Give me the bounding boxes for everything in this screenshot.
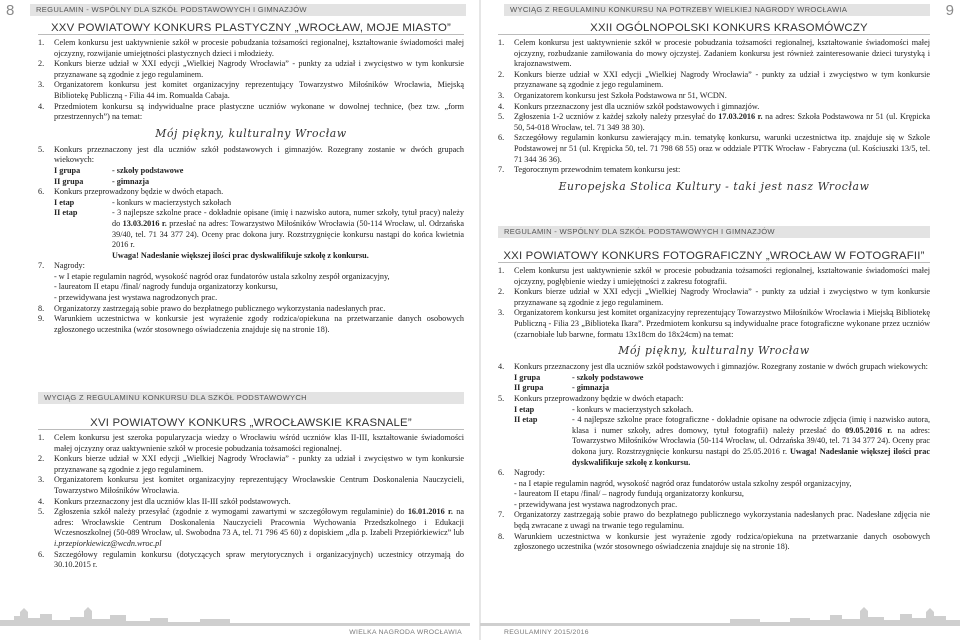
rule-item: 4. Konkurs przeznaczony jest dla uczniów szkół podstawowych i gimnazjów. [498, 101, 760, 111]
contest-motto: Mój piękny, kulturalny Wrocław [618, 344, 810, 358]
rules-list [498, 266, 930, 340]
rules-list-cont [38, 145, 464, 336]
title-rule [38, 429, 464, 430]
rule-item: 3. Organizatorem konkursu jest komitet organizacyjny reprezentujący Towarzystwo Miłośników Wrocławia i Miejską Bibliotekę Publiczną - Filia 23 „Biblioteka Ikara”. Przedmiotem konkursu są indywidualne prace fotograficzne wykonane przez uczniów (czarnobiałe lub barwne, formatu 13x18cm do 18x24cm) na temat: [498, 308, 930, 339]
page-number: 8 [6, 2, 15, 19]
rule-item: 4. Konkurs przeznaczony jest dla uczniów szkół podstawowych i gimnazjów. Rozegrany zostanie w dwóch grupach wiekowych: I grupa - szkoły podstawowe II grupa - gimnazja [498, 362, 930, 394]
title-rule [498, 34, 930, 35]
rule-item: 5. Konkurs przeznaczony jest dla uczniów szkół podstawowych i gimnazjów. Rozegrany zostanie w dwóch grupach wiekowych: I grupa - szkoły podstawowe II grupa - gimnazja [38, 144, 464, 186]
contest-title: XXI POWIATOWY KONKURS FOTOGRAFICZNY „WROCŁAW W FOTOGRAFII” [503, 250, 925, 262]
rule-item: 3. Organizatorem konkursu jest komitet organizacyjny reprezentujący Towarzystwo Miłośników Wrocławia, Miejską Bibliotekę Publiczną - Filia 44 im. Romualda Cabaja. [38, 80, 464, 100]
rule-item: 6. Szczegółowy regulamin konkursu zawierający m.in. tematykę konkursu, warunki uczestnictwa itp. znajduje się w Szkole Podstawowej nr 51 (ul. Krępicka 50, tel. 71 798 68 55) oraz w oddziale PTTK Wrocław - Fabryczna (ul. Kościuszki 13/5, tel. 71 344 36 36). [498, 133, 930, 164]
rule-item: 5. Zgłoszenia 1-2 uczniów z każdej szkoły należy przesyłać do 17.03.2016 r. na adres: Szkoła Podstawowa nr 51 (ul. Krępicka 50, 54-018 Wrocław, tel. 71 349 38 30). [498, 112, 930, 132]
email-link[interactable]: i.przepiorkiewicz@wcdn.wroc.pl [54, 538, 162, 548]
rule-item: 6. Szczegółowy regulamin konkursu (dotyczących spraw merytorycznych i organizacyjnych) uczestnicy otrzymają do 30.10.2015 r. [38, 549, 464, 570]
stages: I etap - konkurs w macierzystych szkołach II etap - 3 najlepsze szkolne prace - dokładnie opisane (imię i nazwisko autora, numer szkoły, tytuł pracy) należy do 13.03.2016 r. przesłać na adres: Towarzystwo Miłośników Wrocławia (50-114 Wrocław, ul. Odrzańska 39/40, tel. 71 34 377 24). Oceny prac dokona jury. Rozstrzygnięcie konkursu nastąpi do końca kwietnia 2016 r. Uwaga! Nadesłanie większej ilości prac dyskwalifikuje szkołę z konkursu. [54, 197, 464, 260]
rule-item: 7. Nagrody: - w I etapie regulamin nagród, wysokość nagród oraz fundatorów ustala szkolny zespół organizacyjny, - laureatom II etapu /final/ nagrody funduja organizatorzy konkursu, - przewidywana jest wystawa nagrodzonych prac. [38, 261, 390, 303]
section-header: WYCIĄG Z REGULAMINU KONKURSU NA POTRZEBY WIELKIEJ NAGRODY WROCŁAWIA [504, 4, 930, 16]
section-header: REGULAMIN - WSPÓLNY DLA SZKÓŁ PODSTAWOWYCH I GIMNAZJÓW [30, 4, 466, 16]
section-header: REGULAMIN - WSPÓLNY DLA SZKÓŁ PODSTAWOWYCH I GIMNAZJÓW [498, 226, 930, 238]
city-skyline-illustration [480, 606, 960, 626]
rule-item: 4. Konkurs przeznaczony jest dla uczniów klas II-III szkół podstawowych. [38, 496, 291, 506]
page-footer: REGULAMINY 2015/2016 [504, 629, 589, 636]
contest-title: XVI POWIATOWY KONKURS „WROCŁAWSKIE KRASNALE” [90, 417, 412, 429]
rules-list [498, 38, 930, 176]
rule-item: 2. Konkurs bierze udział w XXI edycji „Wielkiej Nagrody Wrocławia” - punkty za udział i zwycięstwo w tym konkursie przyznawane są zgodnie z jego regulaminem. [38, 454, 464, 474]
age-groups: I grupa - szkoły podstawowe II grupa - gimnazja [514, 372, 644, 393]
rule-item: 2. Konkurs bierze udział w XXI edycji „Wielkiej Nagrody Wrocławia” - punkty za udział i zwycięstwo w tym konkursie przyznawane są zgodnie z jego regulaminem. [38, 59, 464, 79]
contest-section [38, 22, 464, 335]
warning-note: Uwaga! Nadesłanie większej ilości prac dyskwalifikuje szkołę z konkursu. [112, 250, 369, 260]
page-number: 9 [945, 2, 954, 19]
contest-title: XXII OGÓLNOPOLSKI KONKURS KRASOMÓWCZY [590, 22, 868, 34]
age-groups: I grupa - szkoły podstawowe II grupa - gimnazja [54, 165, 184, 186]
rule-item: 7. Organizatorzy zastrzegają sobie prawo do bezpłatnego publicznego wykorzystania nadesłanych prac. Nadesłane zdjęcia nie będą zwracane z uwagi na trwanie tego regulaminu. [498, 510, 930, 531]
page-footer: WIELKA NAGRODA WROCŁAWIA [349, 629, 462, 636]
rule-item: 4. Przedmiotem konkursu są indywidualne prace plastyczne uczniów wykonane w dowolnej technice, (bez tzw. „form przestrzennych”) na temat: [38, 101, 464, 122]
contest-section-2 [498, 226, 930, 553]
stages: I etap - konkurs w macierzystych szkołach. II etap - 4 najlepsze szkolne prace fotograficzne - dokładnie opisane na odwrocie zdjęcia (imię i nazwisko autora, klasa i numer szkoły, adres domowy, tytuł fotografii) należy przesłać do 09.05.2016 r. na adres: Towarzystwo Miłośników Wrocławia (50-114 Wrocław, ul. Odrzańska 39/40, tel. 71 34 377 24). Oceny prac dokona jury. Rozstrzygnięcie konkursu nastąpi do 25.05.2016 r. Uwaga! Nadesłanie większej ilości prac dyskwalifikuje szkołę z konkursu. [514, 404, 930, 467]
rule-item: 5. Konkurs przeprowadzony będzie w dwóch etapach: I etap - konkurs w macierzystych szkołach. II etap - 4 najlepsze szkolne prace fotograficzne - dokładnie opisane na odwrocie zdjęcia (imię i nazwisko autora, klasa i numer szkoły, adres domowy, tytuł fotografii) należy przesłać do 09.05.2016 r. na adres: Towarzystwo Miłośników Wrocławia (50-114 Wrocław, ul. Odrzańska 39/40, tel. 71 34 377 24). Oceny prac dokona jury. Rozstrzygnięcie konkursu nastąpi do 25.05.2016 r. Uwaga! Nadesłanie większej ilości prac dyskwalifikuje szkołę z konkursu. [498, 393, 930, 467]
rules-list [38, 433, 464, 571]
city-skyline-illustration [0, 606, 470, 626]
contest-title: XXV POWIATOWY KONKURS PLASTYCZNY „WROCŁAW, MOJE MIASTO” [50, 22, 452, 34]
section-header: WYCIĄG Z REGULAMINU KONKURSU DLA SZKÓŁ PODSTAWOWYCH [38, 392, 464, 404]
rule-item: 2. Konkurs bierze udział w XXI edycji „Wielkiej Nagrody Wrocławia” - punkty za udział i zwycięstwo w tym konkursie przyznawane są zgodnie z jego regulaminem. [498, 69, 930, 90]
rule-item: 9. Warunkiem uczestnictwa w konkursie jest wyrażenie zgody rodzica/opiekuna na przetwarzanie danych osobowych zgłoszonego uczestnika (wzór stosownego oświadczenia znajduje się na stronie 18). [38, 314, 464, 334]
rule-item: 3. Organizatorem konkursu jest komitet organizacyjny reprezentujący Wrocławskie Centrum Doskonalenia Nauczycieli, Towarzystwo Miłośników Wrocławia. [38, 475, 464, 495]
rule-item: 1. Celem konkursu jest uaktywnienie szkół w procesie pobudzania tożsamości regionalnej, kształtowanie świadomości małej ojczyzny, pogłębienie wiedzy i umiejętności z zakresu fotografii. [498, 266, 930, 286]
rule-item: 8. Warunkiem uczestnictwa w konkursie jest wyrażenie zgody rodzica/opiekuna na przetwarzanie danych osobowych zgłoszonego uczestnika (wzór stosownego oświadczenia znajduje się na stronie 18). [498, 531, 930, 552]
rule-item: 7. Tegorocznym przewodnim tematem konkursu jest: [498, 165, 681, 175]
title-rule [498, 262, 930, 263]
rule-item: 6. Konkurs przeprowadzony będzie w dwóch etapach. I etap - konkurs w macierzystych szkołach II etap - 3 najlepsze szkolne prace - dokładnie opisane (imię i nazwisko autora, numer szkoły, tytuł pracy) należy do 13.03.2016 r. przesłać na adres: Towarzystwo Miłośników Wrocławia (50-114 Wrocław, ul. Odrzańska 39/40, tel. 71 34 377 24). Oceny prac dokona jury. Rozstrzygnięcie konkursu nastąpi do końca kwietnia 2016 r. Uwaga! Nadesłanie większej ilości prac dyskwalifikuje szkołę z konkursu. [38, 187, 464, 260]
warning-note: Uwaga! Nadesłanie większej ilości prac dyskwalifikuje szkołę z konkursu. [572, 446, 930, 467]
contest-motto: Mój piękny, kulturalny Wrocław [155, 126, 347, 140]
contest-motto: Europejska Stolica Kultury - taki jest nasz Wrocław [558, 179, 870, 193]
contest-section-2 [38, 392, 464, 571]
rule-item: 1. Celem konkursu jest szeroka popularyzacja wiedzy o Wrocławiu wśród uczniów klas II-III, kształtowanie świadomości małej ojczyzny oraz uaktywnienie szkół w procesie pobudzania tożsamości regionalnej. [38, 433, 464, 453]
rule-item: 5. Zgłoszenia szkół należy przesyłać (zgodnie z wymogami zawartymi w szczegółowym regulaminie) do 16.01.2016 r. na adres: Wrocławskie Centrum Doskonalenia Nauczycieli Pracownia Wychowania Przedszkolnego i Edukacji Wczesnoszkolnej (50-089 Wrocław, ul. Swobodna 73 A, tel. 71 796 45 60) z dopiskiem „dla p. Izabeli Przepiórkiewicz” lub i.przepiorkiewicz@wcdn.wroc.pl [38, 507, 465, 548]
rule-item: 6. Nagrody: - na I etapie regulamin nagród, wysokość nagród oraz fundatorów ustala szkolny zespół organizacyjny, - laureatom II etapu /final/ – nagrody fundują organizatorzy konkursu, - przewidywana jest wystawa nagrodzonych prac. [498, 468, 852, 509]
title-rule [38, 34, 464, 35]
rule-item: 3. Organizatorem konkursu jest Szkoła Podstawowa nr 51, WCDN. [498, 90, 727, 100]
rules-list [38, 38, 464, 123]
contest-section [498, 22, 930, 198]
rule-item: 2. Konkurs bierze udział w XXI edycji „Wielkiej Nagrody Wrocławia” - punkty za udział i zwycięstwo w tym konkursie przyznawane są zgodnie z jego regulaminem. [498, 287, 930, 307]
rule-item: 1. Celem konkursu jest uaktywnienie szkół w procesie pobudzania tożsamości regionalnej, kształtowanie świadomości małej ojczyzny, rozbudzanie zamiłowania do mowy ojczystej. Zadaniem konkursu jest również zainteresowanie dzieci turystyką i krajoznawstwem. [498, 38, 930, 69]
rules-list-cont [498, 362, 930, 553]
rule-item: 8. Organizatorzy zastrzegają sobie prawo do bezpłatnego publicznego wykorzystania nadesłanych prac. [38, 303, 386, 313]
rule-item: 1. Celem konkursu jest uaktywnienie szkół w procesie pobudzania tożsamości regionalnej, kształtowanie świadomości małej ojczyzny, rozwijanie umiejętności plastycznych dzieci i młodzieży. [38, 38, 464, 58]
right-page [480, 0, 960, 640]
